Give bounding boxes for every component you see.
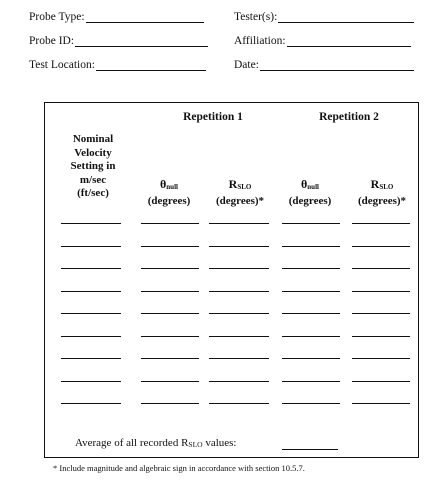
velocity-entry-blank[interactable] (61, 381, 121, 382)
theta-null-rep2-blank[interactable] (282, 268, 340, 269)
testers-field[interactable] (234, 11, 414, 23)
r-slo-rep1-blank[interactable] (209, 246, 269, 247)
date-blank[interactable] (260, 59, 414, 71)
theta-null-rep2-blank[interactable] (282, 403, 340, 404)
degrees-star-label: (degrees)* (215, 194, 265, 207)
theta-null-rep1-blank[interactable] (141, 246, 199, 247)
velocity-entry-blank[interactable] (61, 313, 121, 314)
theta-null-rep1-blank[interactable] (141, 336, 199, 337)
footnote: * Include magnitude and algebraic sign in accordance with section 10.5.7. (53, 463, 305, 473)
average-rslo-label: Average of all recorded $R_{SLO}$ values: (75, 437, 237, 449)
affiliation-field[interactable] (234, 35, 411, 47)
probe-type-label: Probe Type: (29, 11, 85, 23)
theta-null-rep2-blank[interactable] (282, 291, 340, 292)
theta-null-rep1-header (137, 178, 201, 208)
testers-label: Tester(s): (234, 11, 278, 23)
degrees-label: (degrees) (147, 194, 191, 207)
r-slo-rep1-blank[interactable] (209, 358, 269, 359)
velocity-entry-blank[interactable] (61, 246, 121, 247)
r-slo-rep1-blank[interactable] (209, 381, 269, 382)
velocity-entry-blank[interactable] (61, 336, 121, 337)
theta-null-rep1-blank[interactable] (141, 313, 199, 314)
velocity-header-line: (ft/sec) (77, 187, 109, 199)
degrees-star-label: (degrees)* (357, 194, 407, 207)
velocity-header-line: Velocity (74, 146, 112, 159)
measurement-table (44, 102, 419, 458)
r-slo-rep2-blank[interactable] (352, 268, 410, 269)
r-slo-rep2-blank[interactable] (352, 313, 410, 314)
r-slo-rep1-header (205, 178, 275, 208)
r-slo-rep2-blank[interactable] (352, 336, 410, 337)
average-rslo-blank[interactable] (282, 449, 338, 450)
probe-id-label: Probe ID: (29, 35, 75, 47)
velocity-header-line: Nominal (72, 133, 114, 145)
velocity-entry-blank[interactable] (61, 291, 121, 292)
probe-type-field[interactable] (29, 11, 204, 23)
r-slo-rep1-blank[interactable] (209, 268, 269, 269)
r-slo-symbol: $R_{SLO}$ (370, 177, 394, 191)
theta-null-rep1-blank[interactable] (141, 268, 199, 269)
probe-id-blank[interactable] (75, 35, 208, 47)
r-slo-rep2-blank[interactable] (352, 403, 410, 404)
r-slo-rep1-blank[interactable] (209, 313, 269, 314)
theta-null-rep2-blank[interactable] (282, 358, 340, 359)
probe-id-field[interactable] (29, 35, 208, 47)
theta-null-rep1-blank[interactable] (141, 291, 199, 292)
r-slo-rep2-blank[interactable] (352, 291, 410, 292)
r-slo-rep2-blank[interactable] (352, 381, 410, 382)
theta-null-rep2-header (278, 178, 342, 208)
test-location-label: Test Location: (29, 59, 95, 71)
r-slo-rep2-header (347, 178, 417, 208)
theta-null-symbol: $\theta_{null}$ (160, 177, 178, 191)
velocity-entry-blank[interactable] (61, 223, 121, 224)
affiliation-blank[interactable] (287, 35, 411, 47)
probe-type-blank[interactable] (86, 11, 204, 23)
r-slo-symbol: $R_{SLO}$ (228, 177, 252, 191)
velocity-header-line: Setting in (70, 160, 116, 172)
date-label: Date: (234, 59, 259, 71)
r-slo-rep2-blank[interactable] (352, 223, 410, 224)
repetition-1-heading: Repetition 1 (183, 111, 243, 123)
r-slo-rep1-blank[interactable] (209, 291, 269, 292)
date-field[interactable] (234, 59, 414, 71)
r-slo-rep1-blank[interactable] (209, 403, 269, 404)
theta-null-rep2-blank[interactable] (282, 223, 340, 224)
theta-null-rep2-blank[interactable] (282, 246, 340, 247)
degrees-label: (degrees) (288, 194, 332, 207)
theta-null-rep2-blank[interactable] (282, 336, 340, 337)
velocity-entry-blank[interactable] (61, 268, 121, 269)
theta-null-symbol: $\theta_{null}$ (301, 177, 319, 191)
theta-null-rep1-blank[interactable] (141, 358, 199, 359)
velocity-entry-blank[interactable] (61, 403, 121, 404)
r-slo-rep1-blank[interactable] (209, 223, 269, 224)
test-location-blank[interactable] (96, 59, 206, 71)
velocity-column-header (53, 133, 133, 201)
velocity-entry-blank[interactable] (61, 358, 121, 359)
theta-null-rep1-blank[interactable] (141, 223, 199, 224)
testers-blank[interactable] (278, 11, 414, 23)
theta-null-rep1-blank[interactable] (141, 403, 199, 404)
r-slo-rep2-blank[interactable] (352, 358, 410, 359)
r-slo-rep1-blank[interactable] (209, 336, 269, 337)
theta-null-rep1-blank[interactable] (141, 381, 199, 382)
theta-null-rep2-blank[interactable] (282, 313, 340, 314)
affiliation-label: Affiliation: (234, 35, 286, 47)
theta-null-rep2-blank[interactable] (282, 381, 340, 382)
test-location-field[interactable] (29, 59, 206, 71)
velocity-header-line: m/sec (79, 173, 107, 186)
repetition-2-heading: Repetition 2 (319, 111, 379, 123)
r-slo-rep2-blank[interactable] (352, 246, 410, 247)
